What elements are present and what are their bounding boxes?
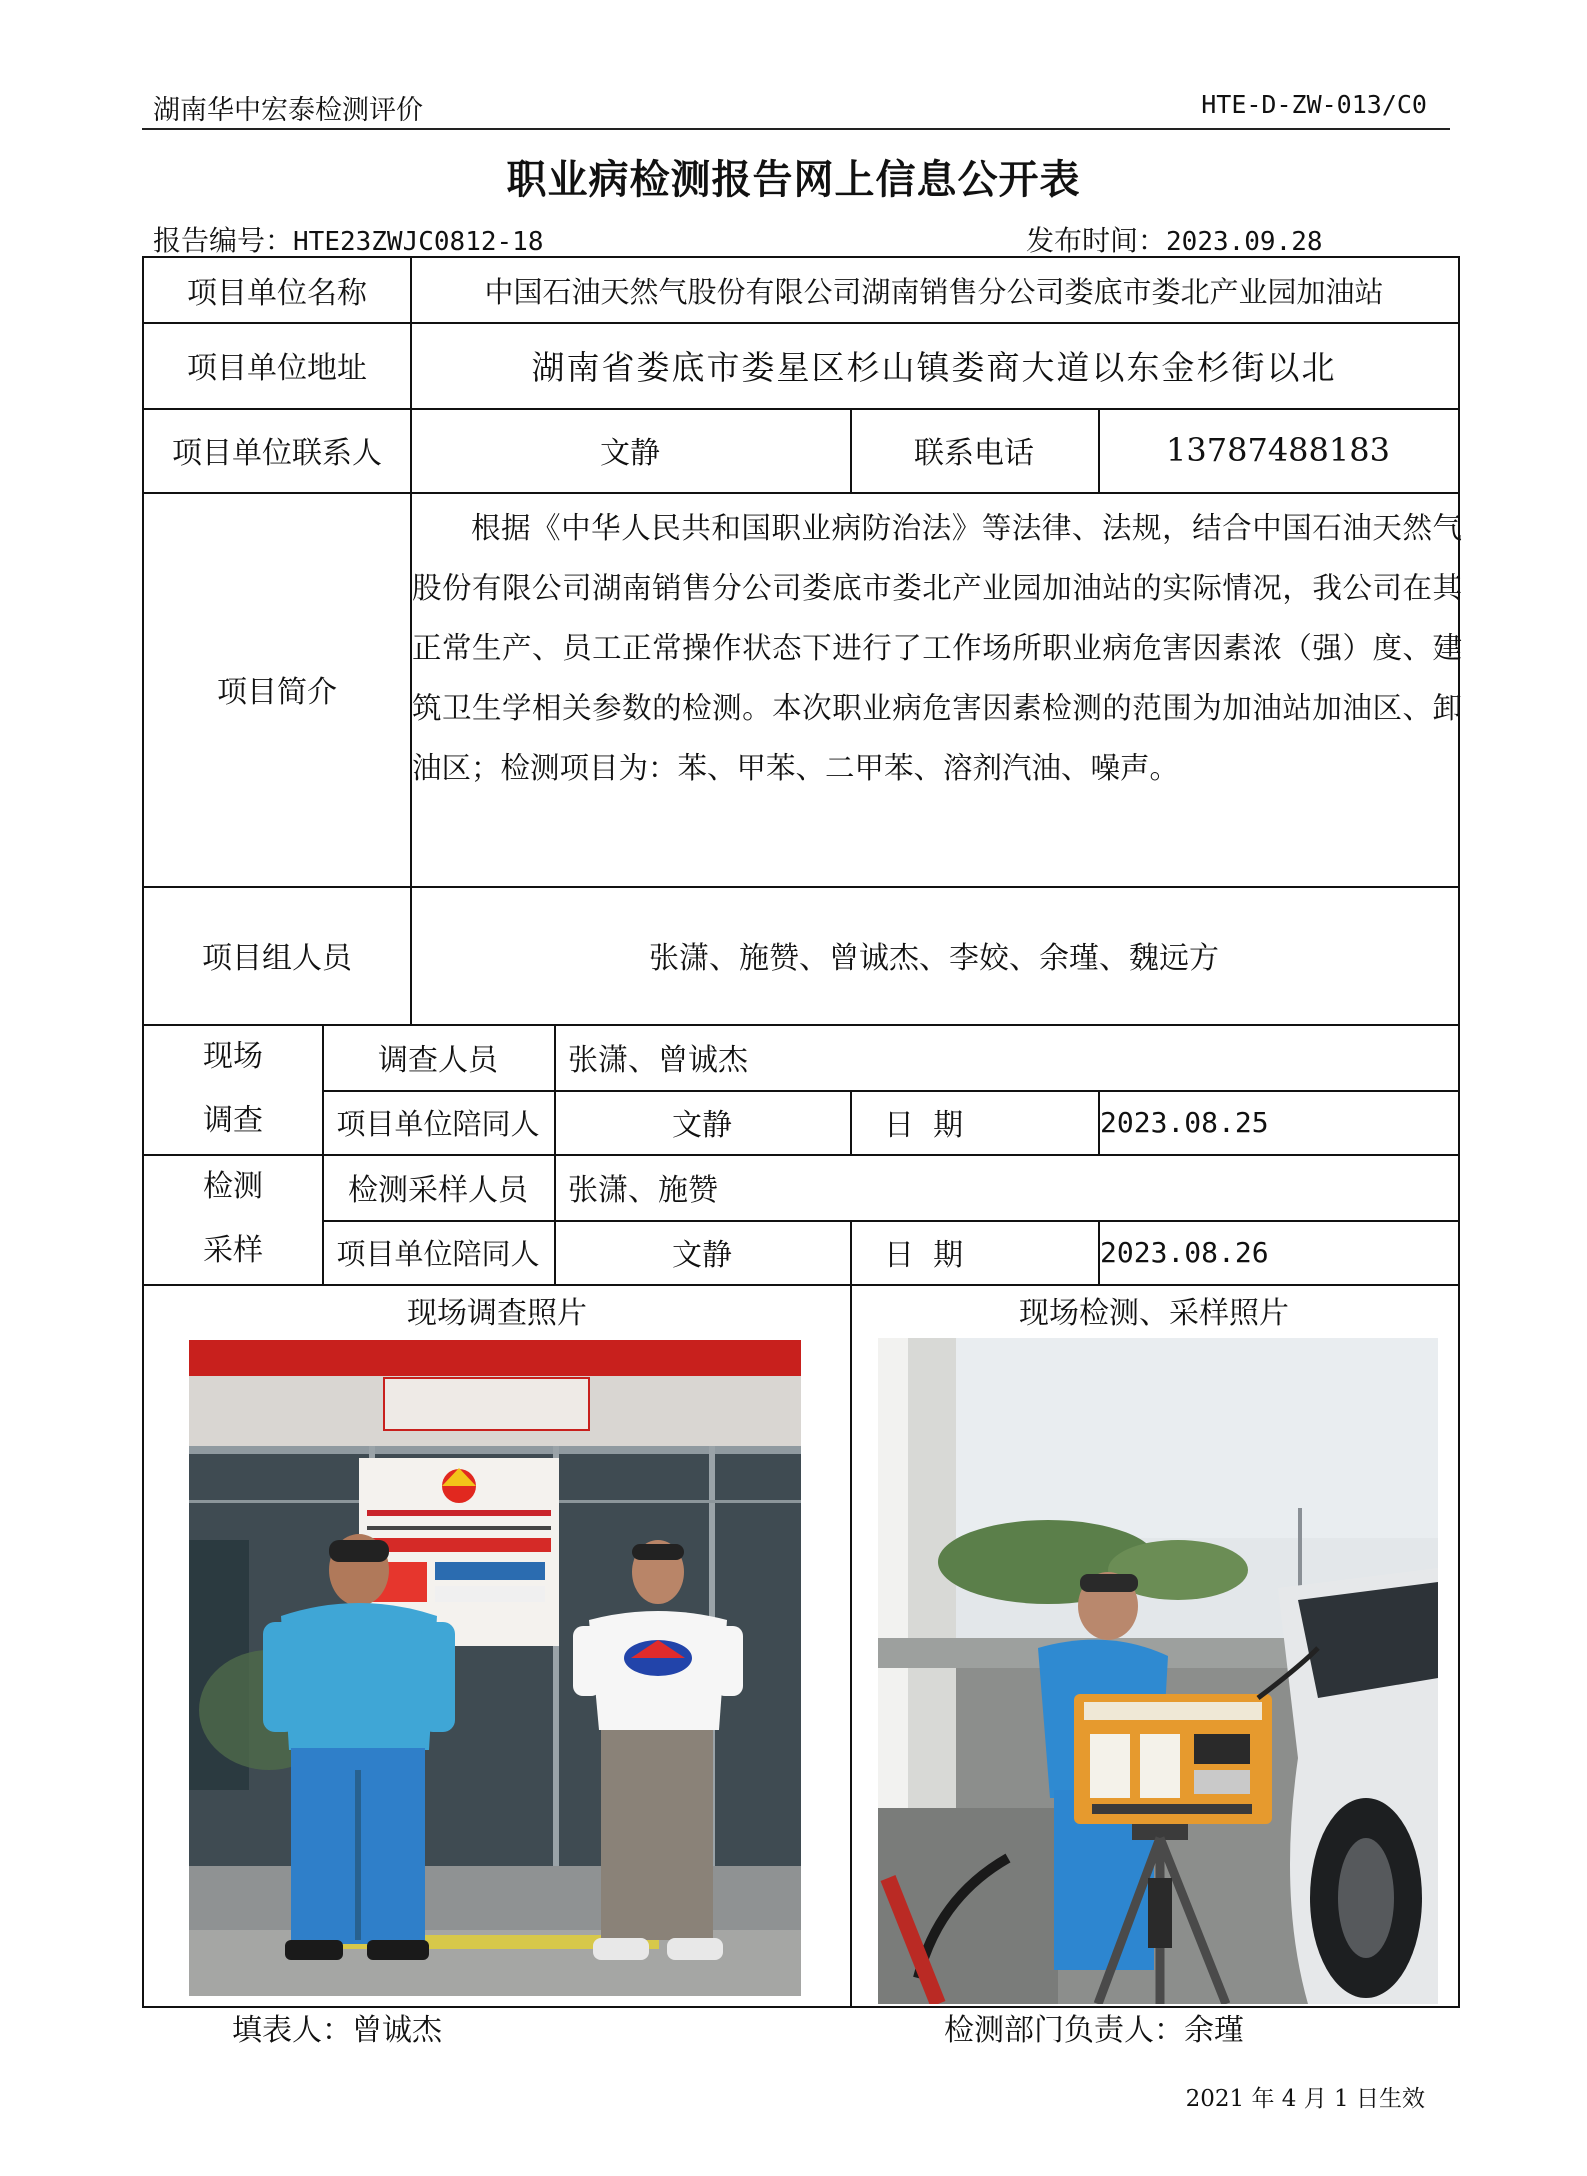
intro-paragraph: 根据《中华人民共和国职业病防治法》等法律、法规，结合中国石油天然气股份有限公司湖南销售分公司娄底市娄北产业园加油站的实际情况，我公司在其正常生产、员工正常操作状态下进行了工作场所职业病危害因素浓（强）度、建筑卫生学相关参数的检测。本次职业病危害因素检测的范围为加油站加油区、卸油区；检测项目为：苯、甲苯、二甲苯、溶剂汽油、噪声。 [412, 511, 1462, 785]
rule [850, 1284, 852, 2006]
unit-name-label: 项目单位名称 [187, 276, 367, 311]
survey-escort-value: 文静 [672, 1108, 732, 1143]
phone-value: 13787488183 [1166, 431, 1390, 469]
report-number-label: 报告编号： [153, 224, 294, 257]
sampling-group-label-2: 采样 [203, 1233, 263, 1268]
publish-date-label: 发布时间： [1026, 224, 1167, 257]
sampling-group-label [144, 1154, 322, 1284]
dept-head-label: 检测部门负责人： [944, 2013, 1184, 2048]
filler-label: 填表人： [232, 2013, 352, 2048]
survey-group-label-1: 现场 [203, 1039, 263, 1074]
phone-label: 联系电话 [914, 436, 1034, 471]
survey-photo [189, 1340, 801, 1996]
team-label: 项目组人员 [202, 941, 352, 976]
survey-staff-value: 张潇、曾诚杰 [568, 1043, 748, 1078]
survey-escort-label: 项目单位陪同人 [336, 1106, 540, 1141]
header-divider [142, 128, 1450, 130]
survey-group-label [144, 1024, 322, 1154]
sampling-staff-value: 张潇、施赞 [568, 1173, 718, 1208]
survey-photo-caption: 现场调查照片 [407, 1296, 587, 1331]
survey-photo-image [189, 1340, 801, 1996]
sampling-photo-caption: 现场检测、采样照片 [1019, 1296, 1289, 1331]
filler [232, 2005, 442, 2049]
survey-group-label-2: 调查 [203, 1103, 263, 1138]
unit-name-value: 中国石油天然气股份有限公司湖南销售分公司娄底市娄北产业园加油站 [484, 274, 1384, 309]
sampling-date-label: 日 期 [884, 1238, 964, 1273]
address-label: 项目单位地址 [187, 351, 367, 386]
intro-text [412, 498, 1462, 798]
survey-staff-label: 调查人员 [378, 1043, 498, 1078]
survey-date-value: 2023.08.25 [1100, 1105, 1269, 1139]
sampling-escort-label: 项目单位陪同人 [336, 1236, 540, 1271]
intro-label: 项目简介 [217, 675, 337, 710]
publish-date-value: 2023.09.28 [1166, 227, 1323, 257]
sampling-escort-value: 文静 [672, 1238, 732, 1273]
address-value: 湖南省娄底市娄星区杉山镇娄商大道以东金杉街以北 [531, 347, 1337, 387]
report-number-value: HTE23ZWJC0812-18 [293, 227, 544, 257]
sampling-group-label-1: 检测 [203, 1169, 263, 1204]
header-doc-code: HTE-D-ZW-013/C0 [1201, 90, 1427, 119]
team-value: 张潇、施赞、曾诚杰、李姣、余瑾、魏远方 [649, 941, 1219, 976]
contact-label: 项目单位联系人 [172, 436, 382, 471]
effective-date: 2021 年 4 月 1 日生效 [1185, 2086, 1425, 2112]
sampling-photo-image [878, 1338, 1438, 2004]
survey-date-label: 日 期 [884, 1108, 964, 1143]
publish-date [1026, 219, 1323, 259]
dept-head-value: 余瑾 [1184, 2013, 1244, 2048]
page-title: 职业病检测报告网上信息公开表 [506, 156, 1081, 203]
info-table [142, 256, 1460, 2008]
filler-value: 曾诚杰 [352, 2013, 442, 2048]
contact-value: 文静 [600, 436, 660, 471]
dept-head [944, 2005, 1244, 2049]
sampling-date-value: 2023.08.26 [1100, 1235, 1269, 1269]
sampling-staff-label: 检测采样人员 [348, 1173, 528, 1208]
sampling-photo [878, 1338, 1438, 2004]
report-number [153, 219, 543, 259]
header-org: 湖南华中宏泰检测评价 [153, 95, 423, 126]
